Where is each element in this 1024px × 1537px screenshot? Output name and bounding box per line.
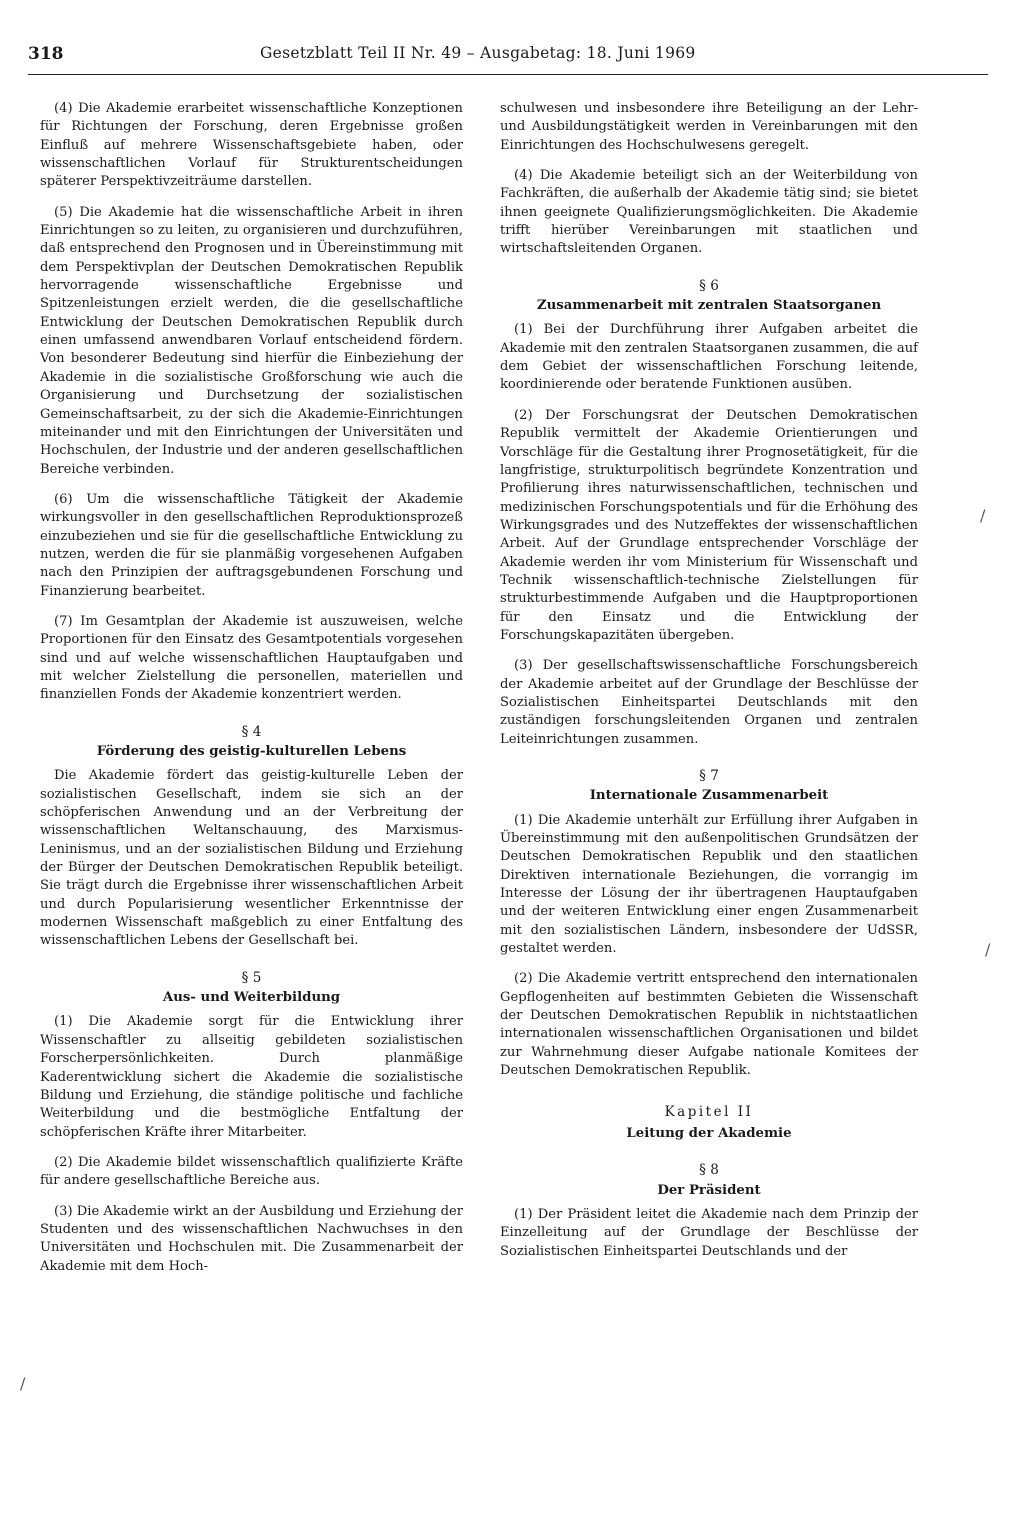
paragraph-7-1: (1) Die Akademie unterhält zur Erfüllung ihrer Aufgaben in Übereinstimmung mit den außenpolitischen Grundsätzen der Deutschen Demokratischen Republik und den staatlichen Direktiven internationale Beziehungen, die vorrangig im Interesse der Lösung der ihr übertragenen Hauptaufgaben und der weiteren Entwicklung einer engen Zusammenarbeit mit den sozialistischen Ländern, insbesondere der UdSSR, gestaltet werden. <box>500 812 918 957</box>
section-8-number: § 8 <box>699 1162 719 1179</box>
chapter-title: Leitung der Akademie <box>626 1125 792 1141</box>
paragraph-5-3: (3) Die Akademie wirkt an der Ausbildung und Erziehung der Studenten und des wissenschaftlichen Nachwuchses in den Universitäten und Hochschulen mit. Die Zusammenarbeit der Akademie mit dem Hoch- <box>40 1203 463 1274</box>
section-5-number: § 5 <box>241 969 262 986</box>
section-6-title: Zusammenarbeit mit zentralen Staatsorganen <box>536 298 882 314</box>
chapter-heading: Kapitel II <box>664 1103 754 1120</box>
left-column <box>40 100 463 1288</box>
paragraph-5-4: (4) Die Akademie beteiligt sich an der Weiterbildung von Fachkräften, die außerhalb der Akademie tätig sind; sie bietet ihnen geeignete Qualifizierungsmöglichkeiten. Die Akademie trifft hierüber Vereinbarungen mit staatlichen und wirtschaftsleitenden Organen. <box>500 168 918 257</box>
paragraph-3-7: (7) Im Gesamtplan der Akademie ist auszuweisen, welche Proportionen für den Einsatz des Gesamtpotentials vorgesehen sind und auf welche wissenschaftlichen Hauptaufgaben und mit welcher Zielstellung die personellen, materiellen und finanziellen Fonds der Akademie konzentriert werden. <box>40 613 463 703</box>
paragraph-5-1: (1) Die Akademie sorgt für die Entwicklung ihrer Wissenschaftler zu allseitig gebildeten sozialistischen Forscherpersönlichkeiten. Durch planmäßige Kaderentwicklung sichert die Akademie die sozialistische Bildung und Erziehung, die ständige politische und fachliche Weiterbildung und die bestmögliche Entfaltung der schöpferischen Kräfte ihrer Mitarbeiter. <box>40 1014 463 1140</box>
paragraph-6-2: (2) Der Forschungsrat der Deutschen Demokratischen Republik vermittelt der Akademie Orientierungen und Vorschläge für die Gestaltung ihrer Prognosetätigkeit, für die langfristige, strukturpolitisch begründete Konzentration und Profilierung ihres naturwissenschaftlichen, technischen und medizinischen Forschungspotentials und für die Erhöhung des Wirkungsgrades und des Nutzeffektes der wissenschaftlichen Arbeit. Auf der Grundlage entsprechender Vorschläge der Akademie werden ihr vom Ministerium für Wissenschaft und Technik wissenschaftlich-technische Zielstellungen für strukturbestimmende Aufgaben und die Hauptproportionen für den Einsatz und die Entwicklung der Forschungskapazitäten übergeben. <box>500 407 918 643</box>
paragraph-3-4: (4) Die Akademie erarbeitet wissenschaftliche Konzeptionen für Richtungen der Forschung, deren Ergebnisse großen Einfluß auf mehrere Wissenschaftsgebiete haben, oder wissenschaftlichen Vorlauf für Strukturentscheidungen späterer Perspektivzeiträume darstellen. <box>40 101 463 190</box>
section-5-title: Aus- und Weiterbildung <box>162 990 341 1006</box>
paragraph-5-2: (2) Die Akademie bildet wissenschaftlich qualifizierte Kräfte für andere gesellschaftliche Bereiche aus. <box>40 1154 463 1189</box>
section-8-title: Der Präsident <box>657 1182 761 1198</box>
section-4-text: Die Akademie fördert das geistig-kulturelle Leben der sozialistischen Gesellschaft, indem sie sich an der schöpferischen Anwendung und an der Verbreitung der wissenschaftlichen Weltanschauung, des Marxismus-Leninismus, und an der sozialistischen Bildung und Erziehung der Bürger der Deutschen Demokratischen Republik beteiligt. Sie trägt durch die Ergebnisse ihrer wissenschaftlichen Arbeit und durch Popularisierung wesentlicher Erkenntnisse der modernen Wissenschaft maßgeblich zu einer Entfaltung des wissenschaftlichen Lebens der Gesellschaft bei. <box>40 768 463 949</box>
paragraph-3-6: (6) Um die wissenschaftliche Tätigkeit der Akademie wirkungsvoller in den gesellschaftlichen Reproduktionsprozeß einzubeziehen und sie für die gesellschaftliche Entwicklung zu nutzen, werden die für sie planmäßig vorgesehenen Aufgaben nach den Prinzipien der auftragsgebundenen Forschung und Finanzierung bearbeitet. <box>40 491 463 599</box>
margin-tick-mark: / <box>20 1374 26 1393</box>
section-7-title: Internationale Zusammenarbeit <box>589 788 829 804</box>
paragraph-8-1: (1) Der Präsident leitet die Akademie nach dem Prinzip der Einzelleitung auf der Grundlage der Beschlüsse der Sozialistischen Einheitspartei Deutschlands und der <box>500 1206 918 1259</box>
paragraph-3-5: (5) Die Akademie hat die wissenschaftliche Arbeit in ihren Einrichtungen so zu leiten, zu organisieren und durchzuführen, daß entsprechend den Prognosen und in Übereinstimmung mit dem Perspektivplan der Deutschen Demokratischen Republik hervorragende wissenschaftliche Ergebnisse und Spitzenleistungen erzielt werden, die die gesellschaftliche Entwicklung der Deutschen Demokratischen Republik durch einen umfassend anwendbaren Vorlauf entscheidend fördern. Von besonderer Bedeutung sind hierfür die Einbeziehung der Akademie in die sozialistische Großforschung wie auch die Organisierung und Durchsetzung der sozialistischen Gemeinschaftsarbeit, zu der sich die Akademie-Einrichtungen miteinander und mit den Einrichtungen der Universitäten und Hochschulen, der Industrie und der anderen gesellschaftlichen Bereiche verbinden. <box>40 204 463 477</box>
page-number: 318 <box>28 44 64 64</box>
paragraph-6-1: (1) Bei der Durchführung ihrer Aufgaben arbeitet die Akademie mit den zentralen Staatsorganen zusammen, die auf dem Gebiet der wissenschaftlichen Forschung leitende, koordinierende oder beratende Funktionen ausüben. <box>500 322 918 393</box>
margin-tick-mark: / <box>980 506 986 525</box>
paragraph-7-2: (2) Die Akademie vertritt entsprechend den internationalen Gepflogenheiten auf bestimmten Gebieten die Wissenschaft der Deutschen Demokratischen Republik in nichtstaatlichen internationalen wissenschaftlichen Organisationen und bildet zur Wahrnehmung dieser Aufgabe nationale Komitees der Deutschen Demokratischen Republik. <box>500 971 918 1079</box>
gazette-title: Gesetzblatt Teil II Nr. 49 – Ausgabetag: 18. Juni 1969 <box>260 44 696 62</box>
section-4-number: § 4 <box>241 723 262 740</box>
paragraph-5-3-continued: schulwesen und insbesondere ihre Beteiligung an der Lehr- und Ausbildungstätigkeit werden in Vereinbarungen mit den Einrichtungen des Hochschulwesens geregelt. <box>500 101 918 153</box>
section-7-number: § 7 <box>699 768 719 784</box>
page-header <box>28 40 988 75</box>
section-6-number: § 6 <box>699 277 719 294</box>
section-4-title: Förderung des geistig-kulturellen Lebens <box>96 744 407 759</box>
margin-tick-mark: / <box>985 940 991 959</box>
right-column <box>500 100 918 1273</box>
paragraph-6-3: (3) Der gesellschaftswissenschaftliche Forschungsbereich der Akademie arbeitet auf der Grundlage der Beschlüsse der Sozialistischen Einheitspartei Deutschlands mit den zuständigen forschungsleitenden Organen und zentralen Leiteinrichtungen zusammen. <box>500 658 918 747</box>
